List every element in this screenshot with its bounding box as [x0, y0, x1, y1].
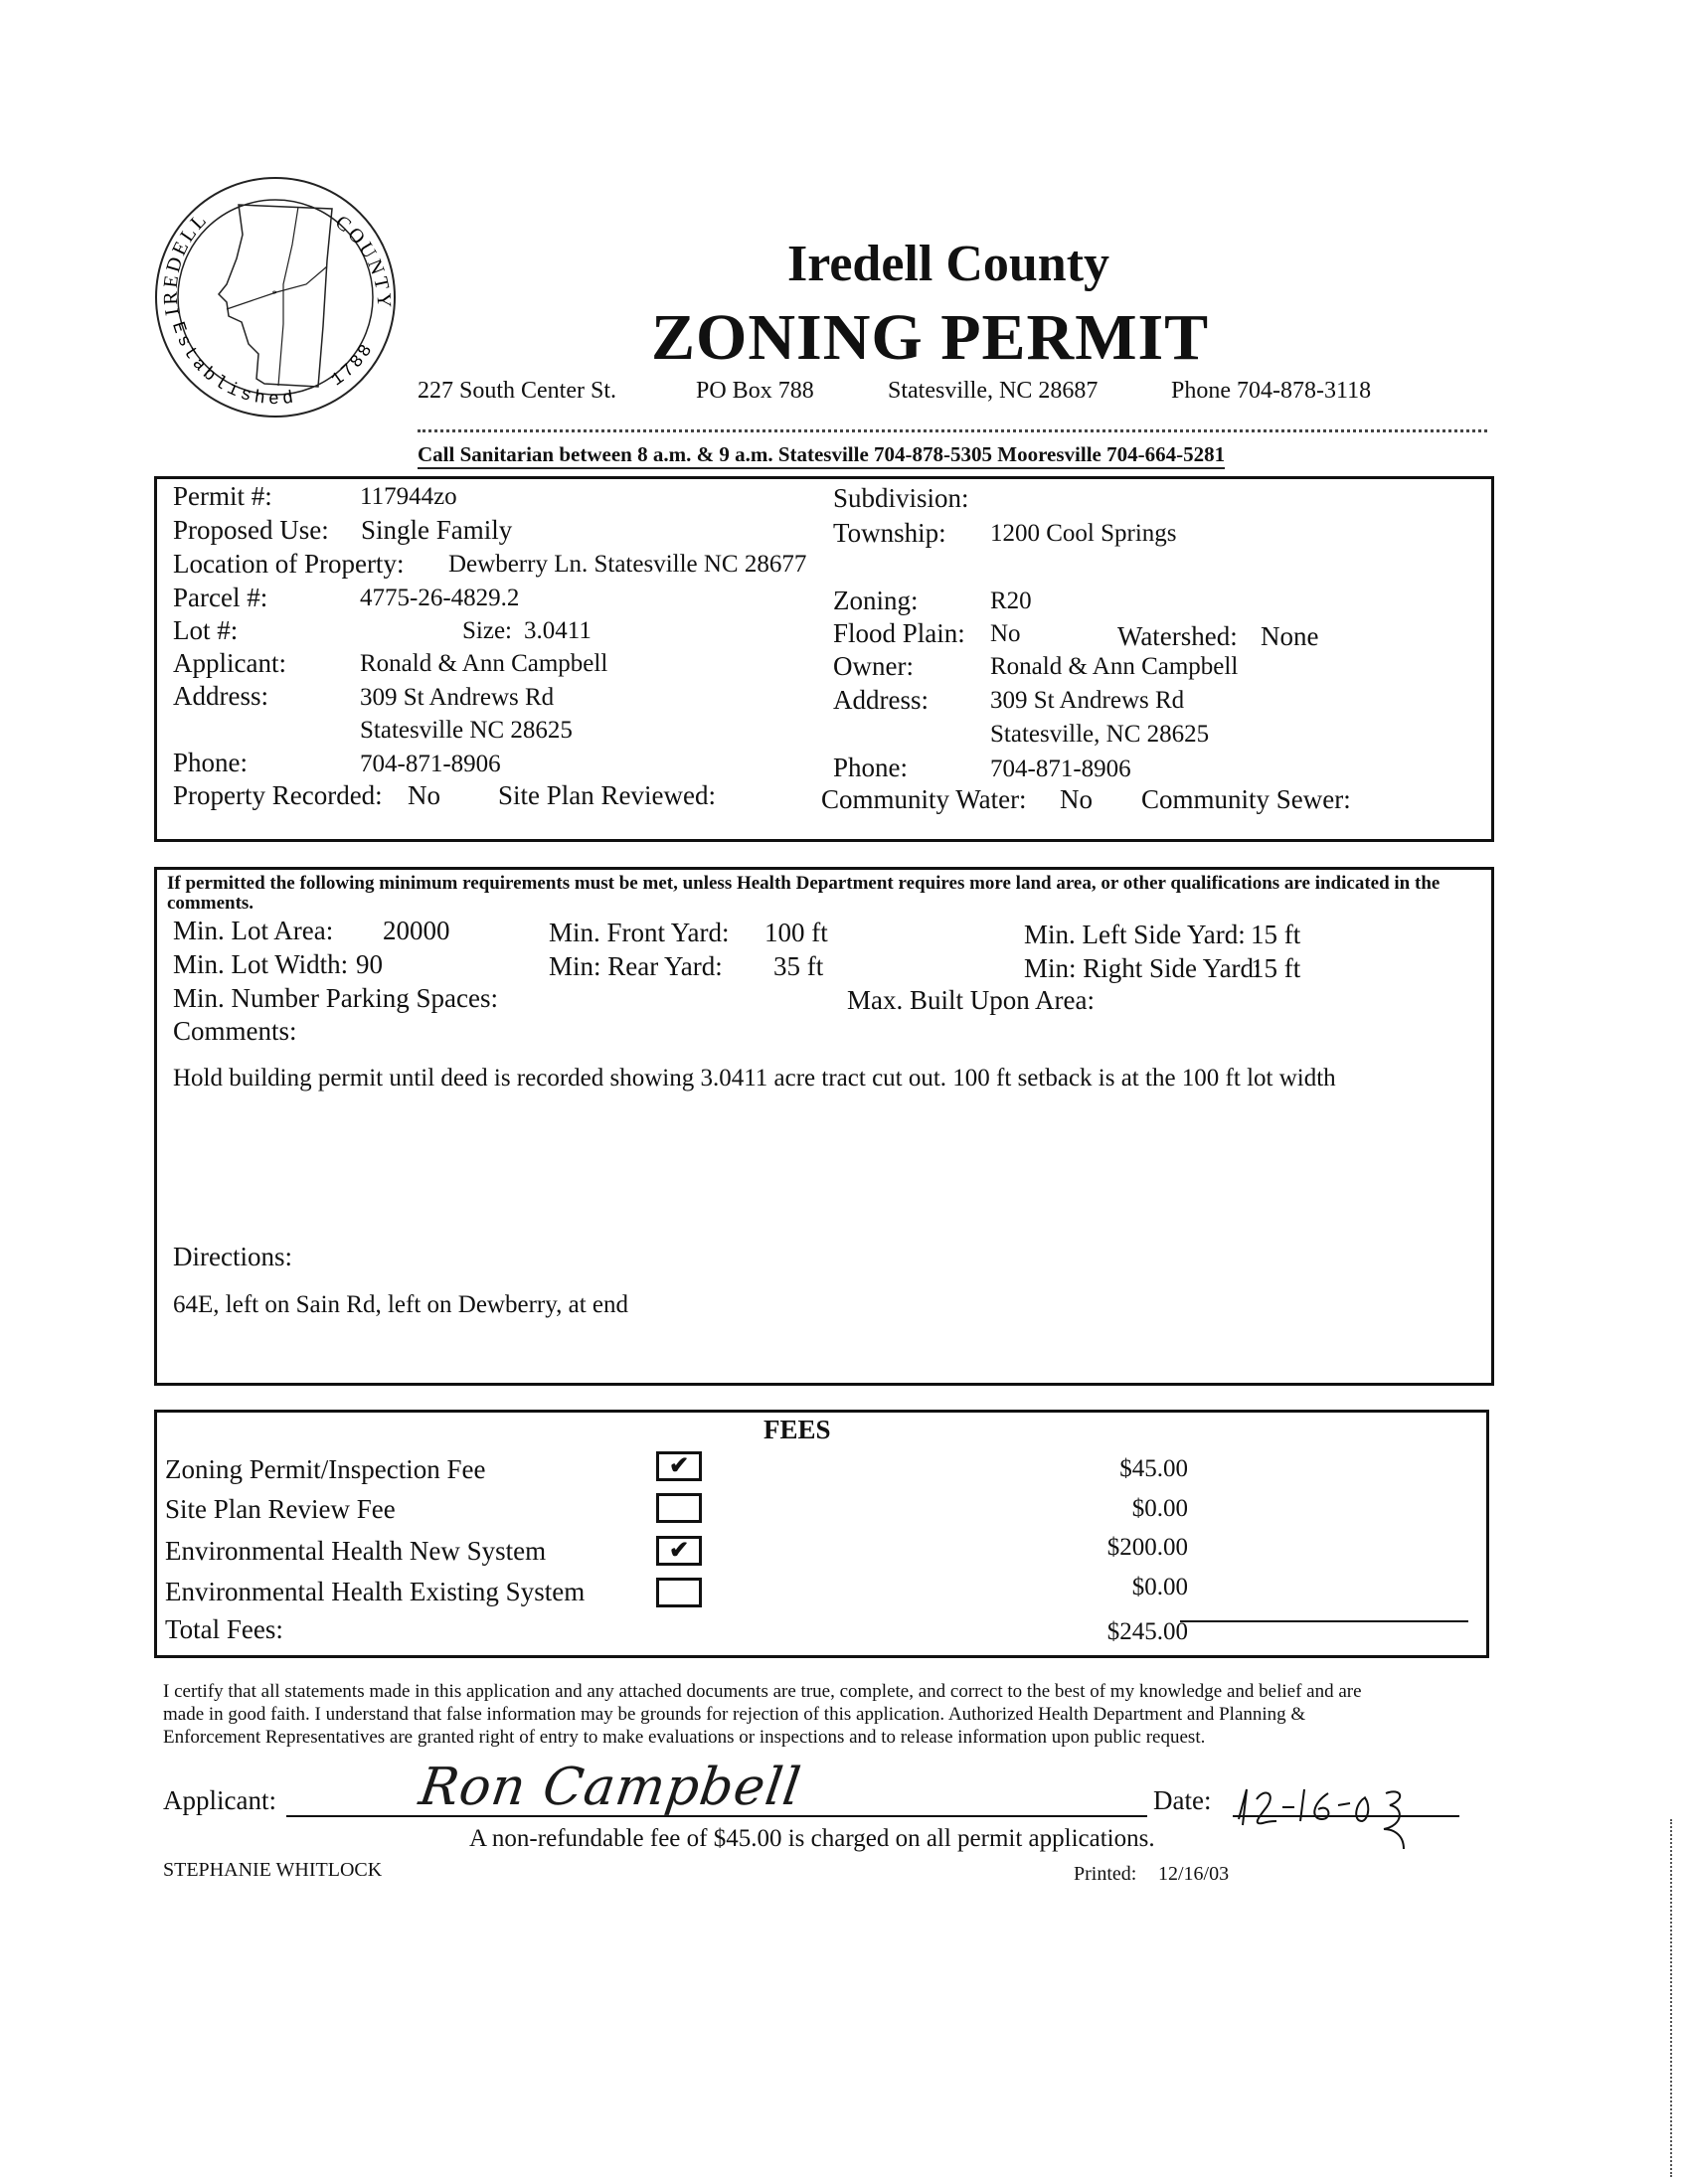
min-lot-width-value: 90 [356, 949, 383, 979]
proposed-use-value: Single Family [361, 515, 513, 545]
property-recorded-value: No [408, 780, 440, 810]
scan-edge-marks [1670, 1819, 1674, 2177]
owner-label: Owner: [833, 651, 914, 681]
permit-details-box [154, 476, 1494, 842]
check-icon: ✔ [668, 1538, 690, 1564]
size-label: Size: [462, 617, 512, 644]
flood-plain-value: No [990, 620, 1021, 647]
owner-address-line1: 309 St Andrews Rd [990, 687, 1185, 714]
certification-line: I certify that all statements made in this application and any attached documents are true, complete, and correct to the best of my knowledge and belief and are [163, 1681, 1362, 1702]
flood-plain-label: Flood Plain: [833, 618, 965, 648]
seal-year: 1788 [327, 338, 379, 392]
fee-label-env-existing: Environmental Health Existing System [165, 1577, 586, 1606]
fee-checkbox-env-existing[interactable] [656, 1578, 702, 1607]
certification-line: made in good faith. I understand that false information may be grounds for rejection of this application. Authorized Health Department and Planning & [163, 1704, 1306, 1725]
location-value: Dewberry Ln. Statesville NC 28677 [448, 551, 807, 578]
parcel-value: 4775-26-4829.2 [360, 585, 520, 611]
county-name-text: Iredell County [786, 236, 1110, 292]
owner-address-label: Address: [833, 685, 929, 715]
owner-phone-label: Phone: [833, 753, 909, 782]
min-left-side-yard-label: Min. Left Side Yard: [1024, 920, 1246, 949]
community-water-value: No [1060, 784, 1093, 814]
watershed-value: None [1261, 621, 1319, 651]
county-name [0, 235, 1694, 293]
fee-amount-site-plan: $0.00 [1131, 1495, 1188, 1522]
fee-checkbox-env-new[interactable] [656, 1536, 702, 1566]
applicant-phone-label: Phone: [173, 748, 249, 777]
min-parking-label: Min. Number Parking Spaces: [173, 983, 498, 1013]
applicant-signature: Ron Campbell [416, 1758, 805, 1817]
property-recorded-label: Property Recorded: [173, 780, 383, 810]
location-label: Location of Property: [173, 549, 405, 579]
date-label: Date: [1153, 1785, 1212, 1815]
office-phone: Phone 704-878-3118 [1171, 378, 1372, 404]
comments-text: Hold building permit until deed is recorded showing 3.0411 acre tract cut out. 100 ft setback is at the 100 ft lot width [173, 1065, 1336, 1092]
min-left-side-yard-value: 15 ft [1251, 920, 1301, 949]
applicant-address-line2: Statesville NC 28625 [360, 717, 573, 744]
fee-amount-env-existing: $0.00 [1131, 1574, 1188, 1600]
township-value: 1200 Cool Springs [990, 520, 1177, 547]
fee-amount-zoning: $45.00 [1119, 1455, 1188, 1482]
certification-text [163, 1680, 1362, 1749]
printed-label: Printed: [1074, 1863, 1137, 1885]
seal-bottom-text: Established [167, 319, 299, 411]
min-rear-yard-value: 35 ft [773, 951, 824, 981]
min-lot-area-value: 20000 [383, 916, 450, 945]
requirements-intro: If permitted the following minimum requirements must be met, unless Health Department requires more land area, or other qualifications are indicated in the comments. [167, 873, 1440, 914]
zoning-value: R20 [990, 588, 1032, 614]
fees-title: FEES [763, 1415, 831, 1444]
min-lot-area-label: Min. Lot Area: [173, 916, 334, 945]
lot-label: Lot #: [173, 615, 239, 645]
fee-label-env-new: Environmental Health New System [165, 1536, 547, 1566]
min-right-side-yard-value: 15 ft [1251, 953, 1301, 983]
directions-label: Directions: [173, 1242, 292, 1271]
fee-checkbox-site-plan[interactable] [656, 1493, 702, 1523]
max-built-upon-label: Max. Built Upon Area: [847, 985, 1095, 1015]
fee-amount-env-new: $200.00 [1106, 1534, 1188, 1561]
applicant-signature-label: Applicant: [163, 1785, 276, 1815]
permit-no-label: Permit #: [173, 481, 272, 511]
directions-text: 64E, left on Sain Rd, left on Dewberry, at end [173, 1291, 628, 1318]
owner-address-line2: Statesville, NC 28625 [990, 721, 1210, 748]
svg-text:Established [167, 320, 298, 411]
permit-no-value: 117944zo [360, 483, 457, 510]
page-title: ZONING PERMIT [651, 301, 1210, 374]
comments-label: Comments: [173, 1016, 297, 1046]
svg-text:*: * [271, 289, 277, 300]
applicant-value: Ronald & Ann Campbell [360, 650, 608, 677]
total-fees-amount: $245.00 [1106, 1618, 1188, 1645]
fee-label-site-plan: Site Plan Review Fee [165, 1494, 396, 1524]
parcel-label: Parcel #: [173, 583, 268, 612]
office-street: 227 South Center St. [418, 378, 617, 404]
fee-checkbox-zoning[interactable] [656, 1451, 702, 1481]
total-divider [1180, 1620, 1468, 1622]
header-divider [418, 429, 1487, 432]
fee-label-zoning: Zoning Permit/Inspection Fee [165, 1454, 486, 1484]
min-right-side-yard-label: Min: Right Side Yard: [1024, 953, 1262, 983]
handwritten-date [1221, 1779, 1430, 1849]
applicant-address-line1: 309 St Andrews Rd [360, 684, 555, 711]
printed-date: 12/16/03 [1158, 1863, 1230, 1885]
min-front-yard-value: 100 ft [764, 918, 828, 947]
certification-line: Enforcement Representatives are granted right of entry to make evaluations or inspections and to release information upon public request. [163, 1727, 1206, 1748]
applicant-address-label: Address: [173, 681, 268, 711]
township-label: Township: [833, 518, 946, 548]
community-water-label: Community Water: [821, 784, 1027, 814]
site-plan-reviewed-label: Site Plan Reviewed: [498, 780, 716, 810]
seal-top-text: IREDELL [159, 208, 213, 317]
community-sewer-label: Community Sewer: [1141, 784, 1351, 814]
subdivision-label: Subdivision: [833, 483, 969, 513]
office-po-box: PO Box 788 [696, 378, 814, 404]
requirements-box [154, 867, 1494, 1386]
size-value: 3.0411 [524, 617, 592, 644]
min-front-yard-label: Min. Front Yard: [549, 918, 730, 947]
sanitarian-notice: Call Sanitarian between 8 a.m. & 9 a.m. Statesville 704-878-5305 Mooresville 704-664-5281 [418, 442, 1225, 469]
min-rear-yard-label: Min: Rear Yard: [549, 951, 723, 981]
office-city: Statesville, NC 28687 [888, 378, 1099, 404]
check-icon: ✔ [668, 1453, 690, 1479]
seal-right-text: COUNTY [331, 211, 396, 311]
zoning-label: Zoning: [833, 586, 919, 615]
owner-phone-value: 704-871-8906 [990, 756, 1131, 782]
total-fees-label: Total Fees: [165, 1614, 283, 1644]
applicant-phone-value: 704-871-8906 [360, 751, 501, 777]
min-lot-width-label: Min. Lot Width: [173, 949, 349, 979]
clerk-name: STEPHANIE WHITLOCK [163, 1859, 383, 1881]
proposed-use-label: Proposed Use: [173, 515, 329, 545]
svg-text:1788 [328, 339, 379, 391]
county-seal-logo [147, 175, 404, 420]
watershed-label: Watershed: [1117, 621, 1238, 651]
owner-value: Ronald & Ann Campbell [990, 653, 1239, 680]
non-refundable-fee-notice: A non-refundable fee of $45.00 is charged on all permit applications. [469, 1825, 1155, 1852]
applicant-label: Applicant: [173, 648, 286, 678]
